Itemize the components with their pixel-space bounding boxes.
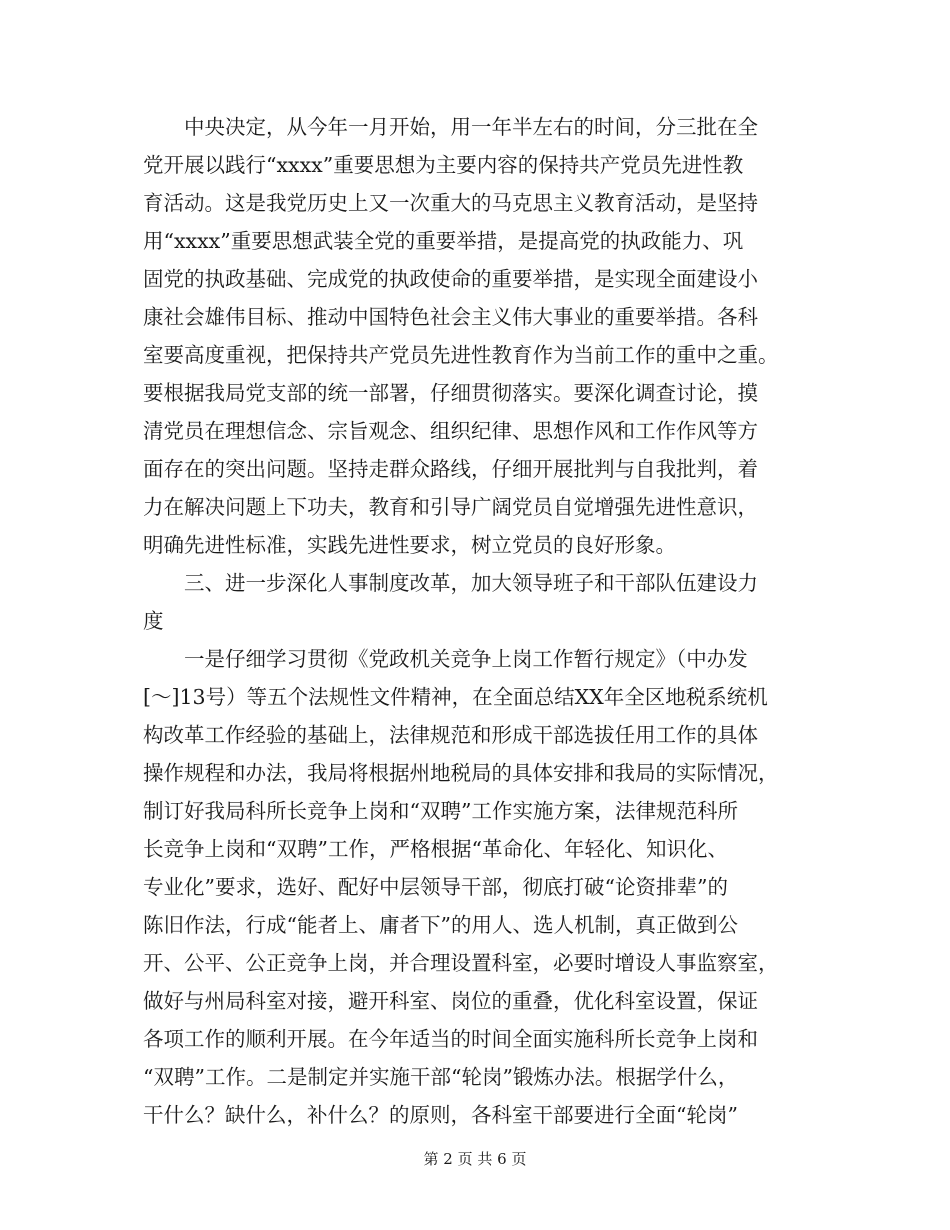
text-line: 党开展以践行“xxxx”重要思想为主要内容的保持共产党员先进性教 — [143, 153, 744, 177]
text-line: 构改革工作经验的基础上，法律规范和形成干部选拔任用工作的具体 — [143, 723, 758, 747]
text-line: 用“xxxx”重要思想武装全党的重要举措，是提高党的执政能力、巩 — [143, 229, 744, 253]
text-line: 长竞争上岗和“双聘”工作，严格根据“革命化、年轻化、知识化、 — [143, 837, 728, 861]
text-line: 要根据我局党支部的统一部署，仔细贯彻落实。要深化调查讨论，摸 — [143, 381, 758, 405]
text-line: 制订好我局科所长竞争上岗和“双聘”工作实施方案，法律规范科所 — [143, 799, 738, 823]
text-line: 一是仔细学习贯彻《党政机关竞争上岗工作暂行规定》（中办发 — [143, 647, 748, 671]
text-line: 室要高度重视，把保持共产党员先进性教育作为当前工作的重中之重。 — [143, 343, 779, 367]
text-line: 中央决定，从今年一月开始，用一年半左右的时间，分三批在全 — [143, 115, 758, 139]
document-body — [143, 108, 815, 1134]
text-line: 力在解决问题上下功夫，教育和引导广阔党员自觉增强先进性意识， — [143, 495, 758, 519]
text-line: 干什么？缺什么，补什么？的原则，各科室干部要进行全面“轮岗” — [143, 1103, 738, 1127]
text-line: 各项工作的顺利开展。在今年适当的时间全面实施科所长竞争上岗和 — [143, 1027, 758, 1051]
text-line: 固党的执政基础、完成党的执政使命的重要举措，是实现全面建设小 — [143, 267, 758, 291]
text-line: 陈旧作法，行成“能者上、庸者下”的用人、选人机制，真正做到公 — [143, 913, 738, 937]
section-heading-line: 度 — [143, 609, 164, 633]
page-number-footer: 第 2 页 共 6 页 — [423, 1150, 527, 1168]
text-line: 清党员在理想信念、宗旨观念、组织纪律、思想作风和工作作风等方 — [143, 419, 758, 443]
section-heading-line: 三、进一步深化人事制度改革，加大领导班子和干部队伍建设力 — [143, 571, 758, 595]
text-line: 专业化”要求，选好、配好中层领导干部，彻底打破“论资排辈”的 — [143, 875, 728, 899]
text-line: 做好与州局科室对接，避开科室、岗位的重叠，优化科室设置，保证 — [143, 989, 758, 1013]
text-line: 康社会雄伟目标、推动中国特色社会主义伟大事业的重要举措。各科 — [143, 305, 758, 329]
text-line: 明确先进性标准，实践先进性要求，树立党员的良好形象。 — [143, 533, 676, 557]
text-line: 操作规程和办法，我局将根据州地税局的具体安排和我局的实际情况， — [143, 761, 779, 785]
text-line: 面存在的突出问题。坚持走群众路线，仔细开展批判与自我批判，着 — [143, 457, 758, 481]
text-line: [～]13号）等五个法规性文件精神，在全面总结XX年全区地税系统机 — [143, 685, 768, 709]
text-line: 开、公平、公正竞争上岗，并合理设置科室，必要时增设人事监察室， — [143, 951, 779, 975]
text-line: “双聘”工作。二是制定并实施干部“轮岗”锻炼办法。根据学什么， — [143, 1065, 739, 1089]
text-line: 育活动。这是我党历史上又一次重大的马克思主义教育活动，是坚持 — [143, 191, 758, 215]
